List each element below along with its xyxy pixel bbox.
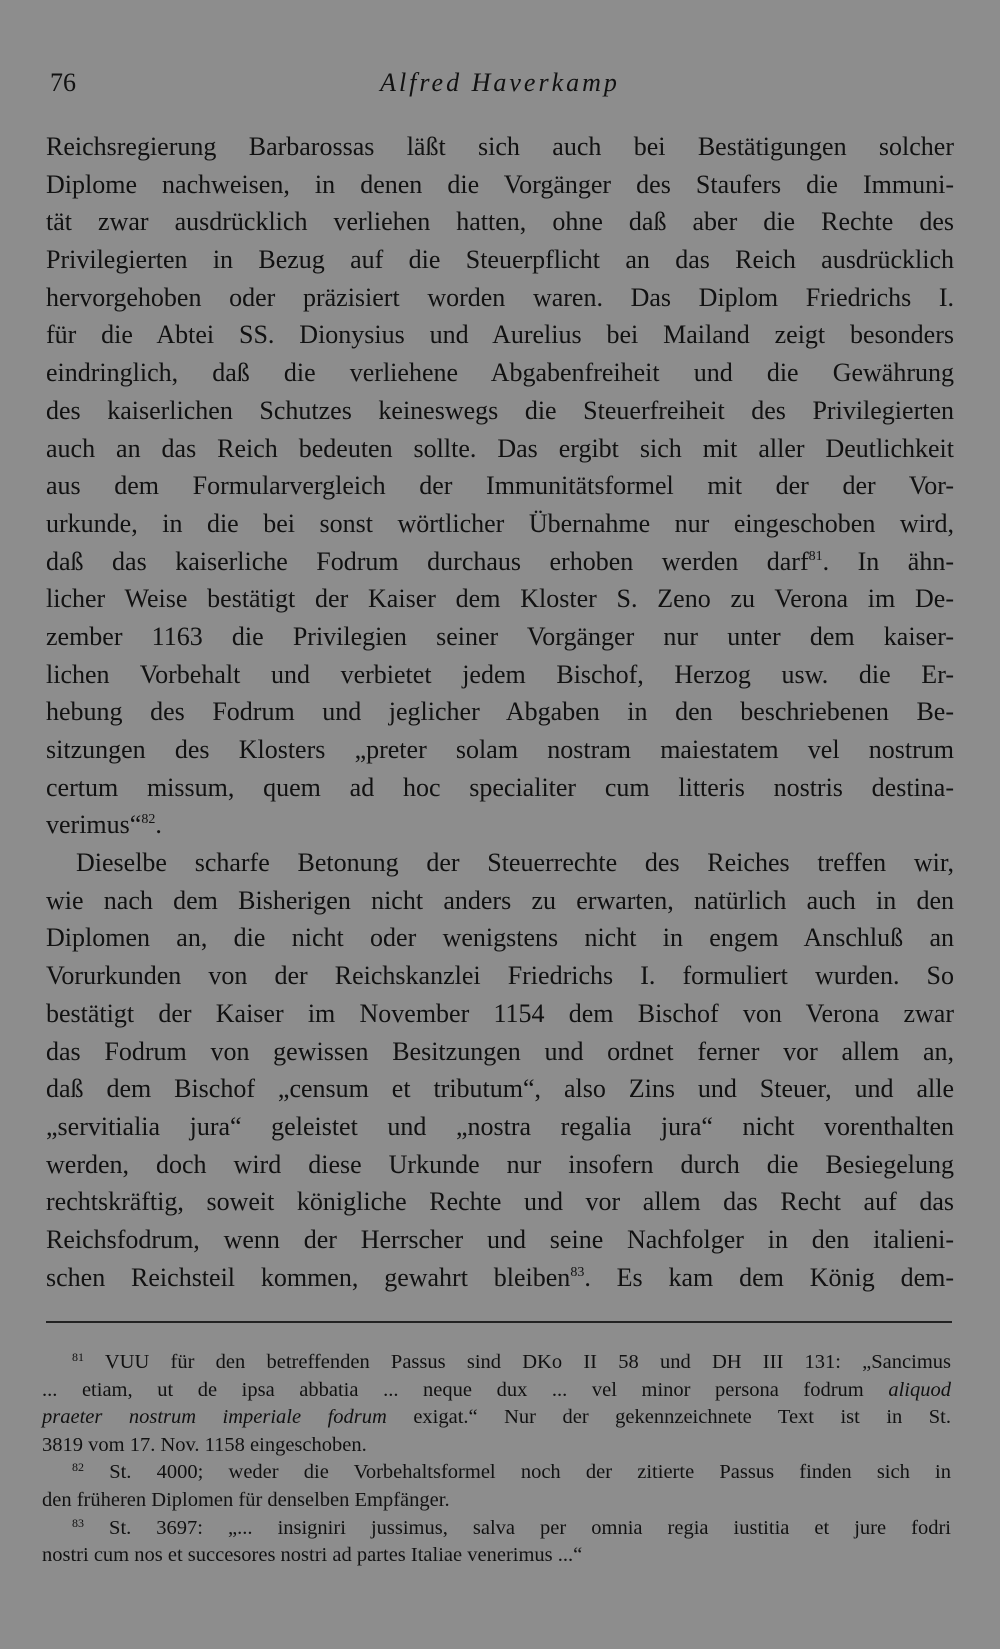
- footnote-italic-text: aliquod: [888, 1378, 951, 1401]
- footnote-text: St. 3697: „... insigniri jussimus, salva per omnia regia iustitia et jure fodri: [109, 1516, 951, 1539]
- footnote-ref-83[interactable]: 83: [570, 1264, 585, 1280]
- text-line: sitzungen des Klosters „preter solam nostram maiestatem vel nostrum: [46, 735, 954, 764]
- text-line: „servitialia jura“ geleistet und „nostra regalia jura“ nicht vorenthalten: [46, 1111, 954, 1141]
- text-line: auch an das Reich bedeuten sollte. Das ergibt sich mit aller Deutlichkeit: [46, 433, 954, 463]
- text-line: daß dem Bischof „censum et tributum“, also Zins und Steuer, und alle: [46, 1074, 954, 1104]
- text-segment: daß das kaiserliche Fodrum durchaus erhoben werden darf: [46, 546, 809, 576]
- text-segment: . Es kam dem König dem-: [584, 1262, 954, 1292]
- text-line-with-note: [46, 1259, 954, 1297]
- text-line: licher Weise bestätigt der Kaiser dem Kloster S. Zeno zu Verona im De-: [46, 584, 954, 614]
- text-line: zember 1163 die Privilegien seiner Vorgänger nur unter dem kaiser-: [46, 621, 954, 651]
- footnote-text: St. 4000; weder die Vorbehaltsformel noch der zitierte Passus finden sich in: [109, 1461, 951, 1484]
- footnote-line: den früheren Diplomen für denselben Empfänger.: [42, 1488, 450, 1511]
- text-line: Privilegierten in Bezug auf die Steuerpflicht an das Reich ausdrücklich: [46, 245, 954, 275]
- footnote-82: [42, 1459, 951, 1487]
- running-head: Alfred Haverkamp: [380, 68, 620, 97]
- page-header: [0, 68, 1000, 104]
- text-line: lichen Vorbehalt und verbietet jedem Bischof, Herzog usw. die Er-: [46, 659, 954, 689]
- footnote-ref-81[interactable]: 81: [808, 548, 823, 564]
- text-segment: verimus“: [46, 810, 142, 840]
- footnote-line: 3819 vom 17. Nov. 1158 eingeschoben.: [42, 1433, 367, 1456]
- footnote-line: nostri cum nos et succesores nostri ad partes Italiae venerimus ...“: [42, 1544, 583, 1567]
- text-segment: schen Reichsteil kommen, gewahrt bleiben: [46, 1262, 571, 1292]
- text-line: Reichsregierung Barbarossas läßt sich auch bei Bestätigungen solcher: [46, 132, 954, 161]
- text-line: Diplome nachweisen, in denen die Vorgänger des Staufers die Immuni-: [46, 169, 954, 199]
- main-text: [46, 128, 954, 1296]
- footnote-marker: 83: [72, 1515, 84, 1530]
- footnote-marker: 82: [72, 1460, 84, 1475]
- text-line-with-note: [46, 543, 954, 581]
- text-line: certum missum, quem ad hoc specialiter cum litteris nostris destina-: [46, 772, 954, 802]
- text-line: Vorurkunden von der Reichskanzlei Friedrichs I. formuliert wurden. So: [46, 961, 954, 991]
- footnote-marker: 81: [72, 1350, 84, 1364]
- footnote-81: [42, 1349, 951, 1377]
- text-line: hebung des Fodrum und jeglicher Abgaben in den beschriebenen Be-: [46, 697, 954, 727]
- text-line: bestätigt der Kaiser im November 1154 dem Bischof von Verona zwar: [46, 998, 954, 1028]
- footnotes: [42, 1349, 951, 1570]
- text-line: werden, doch wird diese Urkunde nur insofern durch die Besiegelung: [46, 1149, 954, 1179]
- text-line: urkunde, in die bei sonst wörtlicher Übernahme nur eingeschoben wird,: [46, 508, 954, 538]
- text-line: rechtskräftig, soweit königliche Rechte und vor allem das Recht auf das: [46, 1187, 954, 1217]
- footnote-line: [42, 1377, 951, 1405]
- footnote-text: VUU für den betreffenden Passus sind DKo II 58 und DH III 131: „Sancimus: [104, 1351, 951, 1373]
- footnote-line: [42, 1404, 951, 1432]
- text-line: Diplomen an, die nicht oder wenigstens nicht in engem Anschluß an: [46, 923, 954, 953]
- text-segment: . In ähn-: [822, 546, 955, 576]
- text-line: für die Abtei SS. Dionysius und Aurelius bei Mailand zeigt besonders: [46, 320, 954, 350]
- text-line: tät zwar ausdrücklich verliehen hatten, ohne daß aber die Rechte des: [46, 207, 954, 237]
- text-line: hervorgehoben oder präzisiert worden waren. Das Diplom Friedrichs I.: [46, 282, 954, 312]
- text-line: Reichsfodrum, wenn der Herrscher und seine Nachfolger in den italieni-: [46, 1224, 954, 1254]
- text-line-with-note: [46, 806, 954, 844]
- text-segment: .: [155, 810, 162, 840]
- text-line: des kaiserlichen Schutzes keineswegs die Steuerfreiheit des Privilegierten: [46, 395, 954, 425]
- paragraph-start-line: Dieselbe scharfe Betonung der Steuerrechte des Reiches treffen wir,: [76, 848, 954, 878]
- footnote-italic-text: praeter nostrum imperiale fodrum: [42, 1406, 387, 1429]
- text-line: aus dem Formularvergleich der Immunitätsformel mit der der Vor-: [46, 471, 954, 501]
- footnote-83: [42, 1515, 951, 1543]
- text-line: eindringlich, daß die verliehene Abgabenfreiheit und die Gewährung: [46, 358, 954, 388]
- footnote-text: ... etiam, ut de ipsa abbatia ... neque dux ... vel minor persona fodrum: [42, 1378, 864, 1401]
- page-number: 76: [50, 68, 76, 97]
- footnote-ref-82[interactable]: 82: [141, 812, 156, 828]
- footnote-text: exigat.“ Nur der gekennzeichnete Text ist in St.: [413, 1406, 952, 1429]
- text-line: wie nach dem Bisherigen nicht anders zu erwarten, natürlich auch in den: [46, 885, 954, 915]
- text-line: das Fodrum von gewissen Besitzungen und ordnet ferner vor allem an,: [46, 1036, 954, 1066]
- footnote-separator: [46, 1321, 952, 1323]
